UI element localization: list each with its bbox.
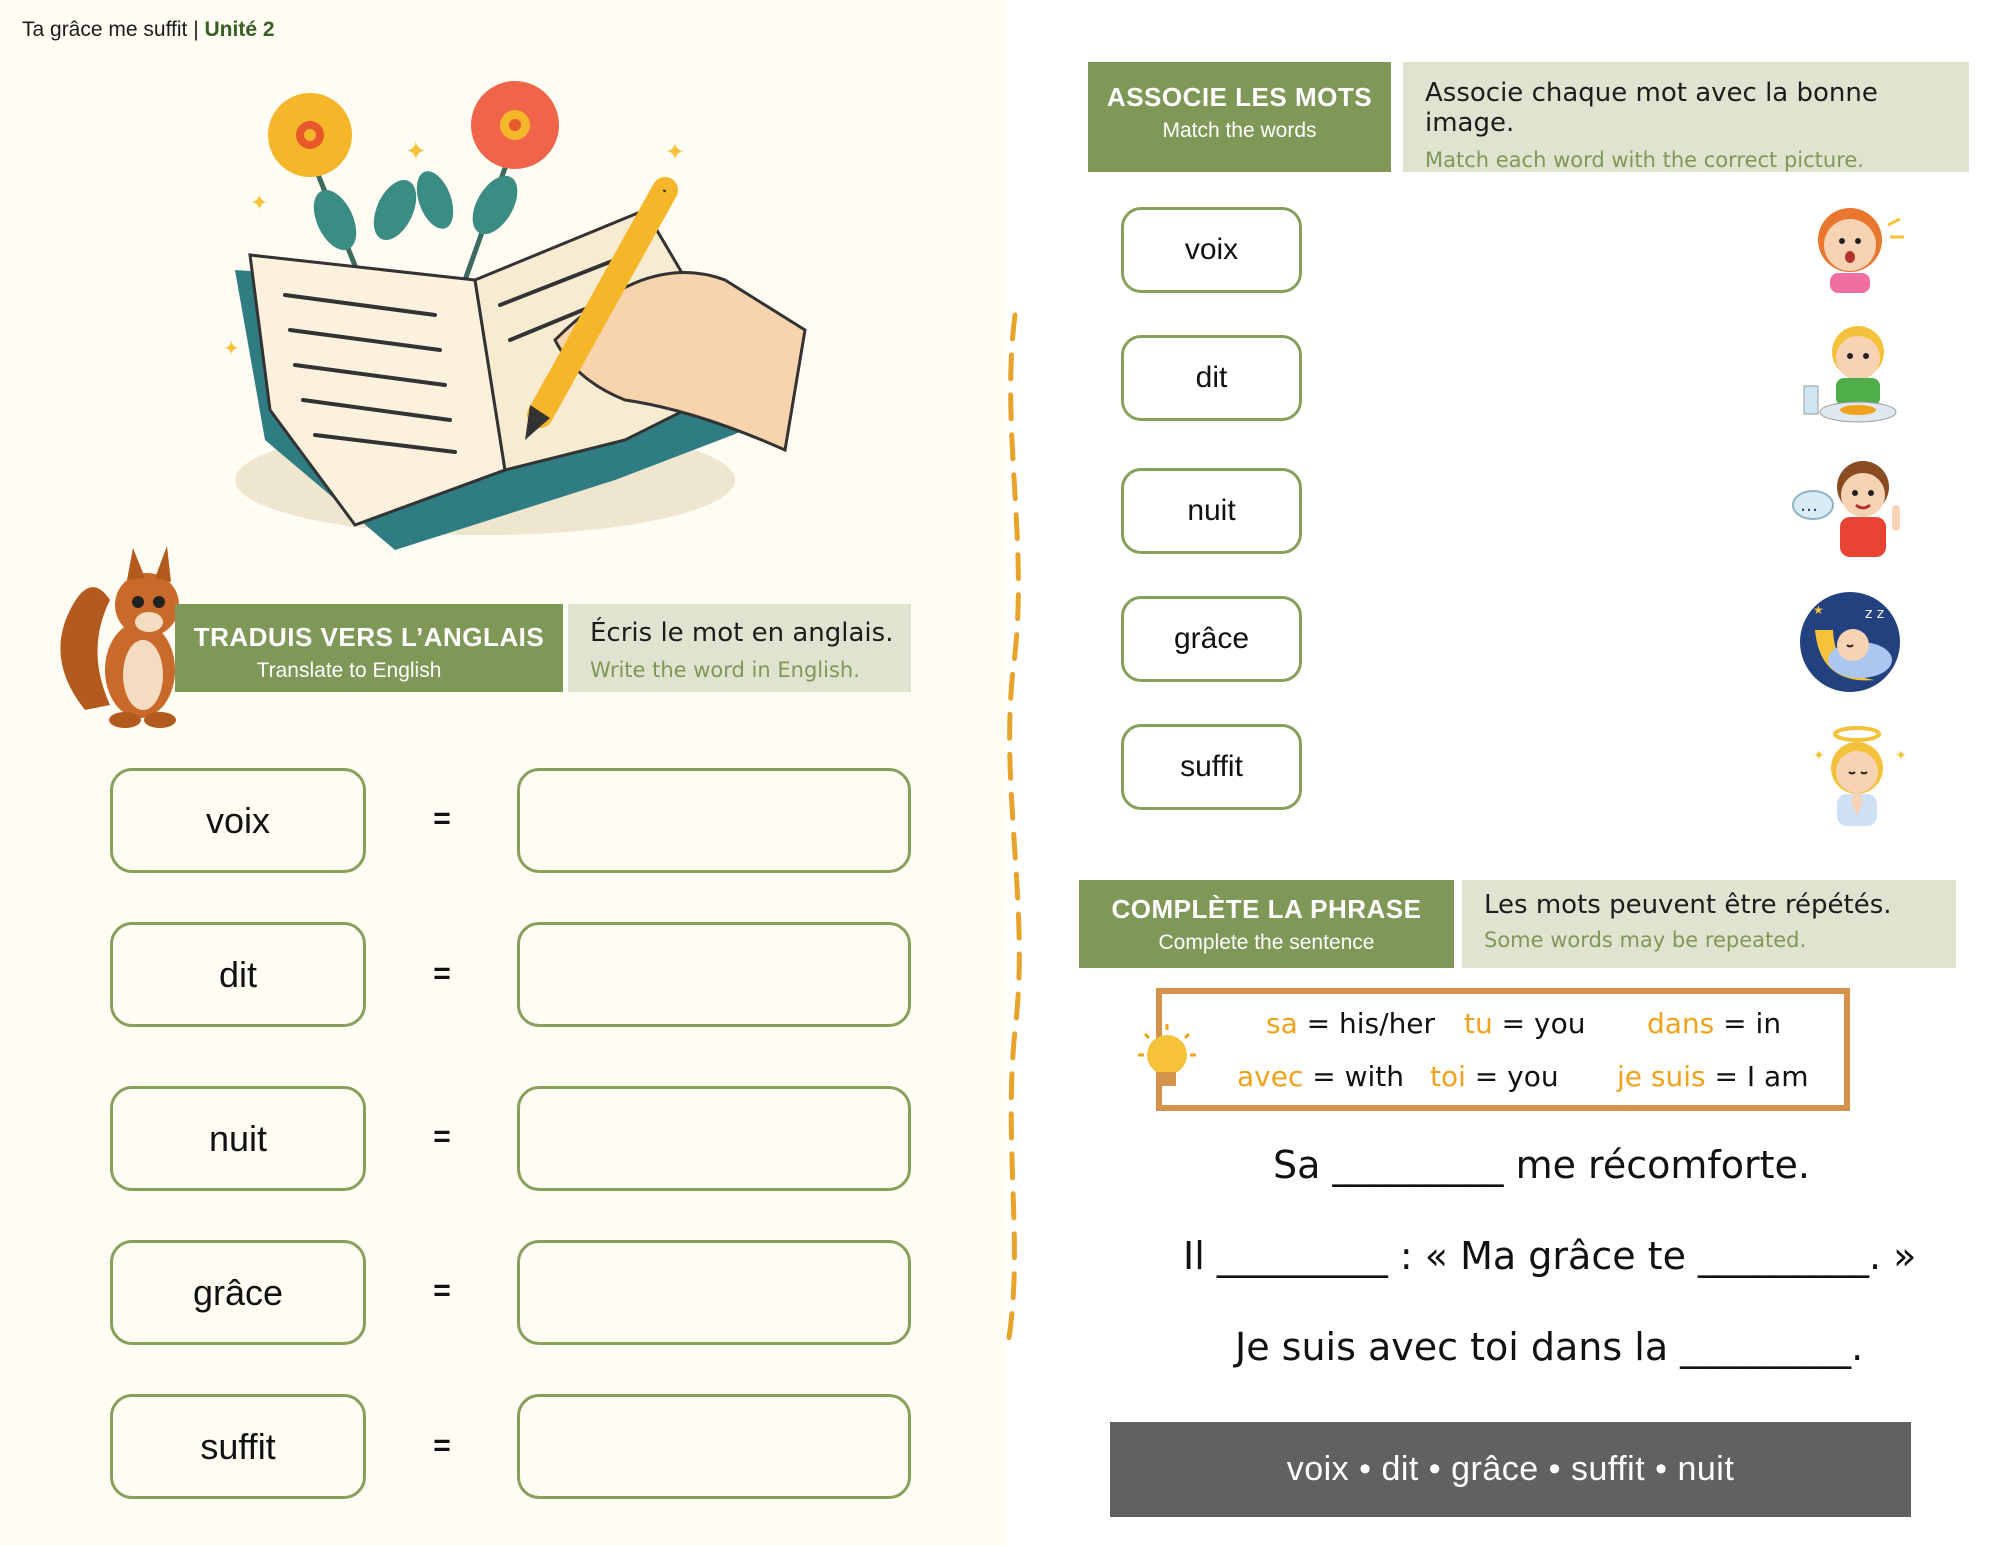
svg-text:✦: ✦ <box>223 336 240 360</box>
vocab-je-suis <box>1617 1060 1808 1093</box>
svg-text:✦: ✦ <box>405 137 427 167</box>
match-subtitle: Match the words <box>1162 119 1317 142</box>
boy-eating-picture[interactable] <box>1798 320 1913 430</box>
vocab-dans-fr: dans <box>1647 1007 1715 1040</box>
answer-box-suffit[interactable] <box>517 1394 911 1499</box>
lightbulb-icon <box>1130 1020 1205 1110</box>
complete-title: COMPLÈTE LA PHRASE <box>1111 894 1422 924</box>
sentence-1: Sa _________ me récomforte. <box>1273 1143 1810 1187</box>
match-instruction-box <box>1403 62 1969 172</box>
vocab-je-suis-fr: je suis <box>1617 1060 1706 1093</box>
boy-talking-picture[interactable] <box>1788 455 1913 570</box>
vocab-tu-fr: tu <box>1464 1007 1493 1040</box>
squirrel-illustration <box>55 540 190 730</box>
complete-instruction: Les mots peuvent être répétés. <box>1484 890 1892 920</box>
vocab-dans <box>1647 1007 1781 1040</box>
child-sleeping-moon-picture[interactable] <box>1795 590 1910 695</box>
svg-text:★: ★ <box>1813 603 1824 617</box>
header <box>22 18 275 42</box>
complete-title-box <box>1079 880 1454 968</box>
vocab-toi-en: = you <box>1474 1060 1559 1093</box>
sentence-2: Il _________ : « Ma grâce te _________. » <box>1183 1234 1917 1278</box>
vocab-avec-en: = with <box>1312 1060 1405 1093</box>
svg-text:z z: z z <box>1865 606 1885 622</box>
complete-instruction-box <box>1462 880 1956 968</box>
svg-text:…: … <box>1800 495 1818 516</box>
vocab-toi <box>1430 1060 1559 1093</box>
match-title: ASSOCIE LES MOTS <box>1106 82 1373 112</box>
translate-word-grace: grâce <box>110 1240 366 1345</box>
header-unit: Unité 2 <box>204 18 275 41</box>
complete-instruction-en: Some words may be repeated. <box>1484 928 1807 952</box>
sentence-3: Je suis avec toi dans la _________. <box>1235 1325 1864 1369</box>
vocab-avec-fr: avec <box>1237 1060 1304 1093</box>
match-title-box <box>1088 62 1391 172</box>
equals-sign: = <box>433 1429 451 1462</box>
vocab-sa-fr: sa <box>1266 1007 1298 1040</box>
match-word-voix[interactable]: voix <box>1121 207 1302 293</box>
vocab-avec <box>1237 1060 1404 1093</box>
translate-instruction-en: Write the word in English. <box>590 658 860 682</box>
translate-instruction: Écris le mot en anglais. <box>590 618 894 648</box>
match-word-grace[interactable]: grâce <box>1121 596 1302 682</box>
dashed-divider <box>995 310 1035 1360</box>
translate-word-voix: voix <box>110 768 366 873</box>
header-title: Ta grâce me suffit | <box>22 18 199 41</box>
vocab-tu <box>1464 1007 1585 1040</box>
vocab-je-suis-en: = I am <box>1714 1060 1809 1093</box>
svg-text:✦: ✦ <box>1895 748 1907 764</box>
translate-word-dit: dit <box>110 922 366 1027</box>
svg-text:✦: ✦ <box>250 191 269 216</box>
match-word-suffit[interactable]: suffit <box>1121 724 1302 810</box>
equals-sign: = <box>433 1274 451 1307</box>
answer-box-grace[interactable] <box>517 1240 911 1345</box>
equals-sign: = <box>433 957 451 990</box>
svg-text:✦: ✦ <box>1813 748 1825 764</box>
vocab-toi-fr: toi <box>1430 1060 1466 1093</box>
equals-sign: = <box>433 802 451 835</box>
girl-voice-picture[interactable] <box>1800 195 1910 295</box>
translate-title-box <box>175 604 563 692</box>
complete-subtitle: Complete the sentence <box>1158 931 1375 954</box>
answer-box-nuit[interactable] <box>517 1086 911 1191</box>
answer-box-voix[interactable] <box>517 768 911 873</box>
translate-instruction-box <box>568 604 911 692</box>
match-instruction-en: Match each word with the correct picture. <box>1425 148 1864 172</box>
book-writing-illustration <box>225 80 805 560</box>
translate-title: TRADUIS VERS L’ANGLAIS <box>193 622 545 652</box>
match-word-dit[interactable]: dit <box>1121 335 1302 421</box>
match-word-nuit[interactable]: nuit <box>1121 468 1302 554</box>
answer-box-dit[interactable] <box>517 922 911 1027</box>
match-instruction: Associe chaque mot avec la bonne image. <box>1425 78 1878 138</box>
vocab-tu-en: = you <box>1501 1007 1586 1040</box>
translate-subtitle: Translate to English <box>256 659 442 682</box>
vocab-dans-en: = in <box>1723 1007 1782 1040</box>
translate-word-nuit: nuit <box>110 1086 366 1191</box>
translate-word-suffit: suffit <box>110 1394 366 1499</box>
vocab-sa-en: = his/her <box>1306 1007 1436 1040</box>
angel-praying-picture[interactable] <box>1805 720 1915 835</box>
vocab-sa <box>1266 1007 1435 1040</box>
equals-sign: = <box>433 1120 451 1153</box>
word-bank: voix • dit • grâce • suffit • nuit <box>1110 1422 1911 1517</box>
svg-text:✦: ✦ <box>665 138 686 166</box>
